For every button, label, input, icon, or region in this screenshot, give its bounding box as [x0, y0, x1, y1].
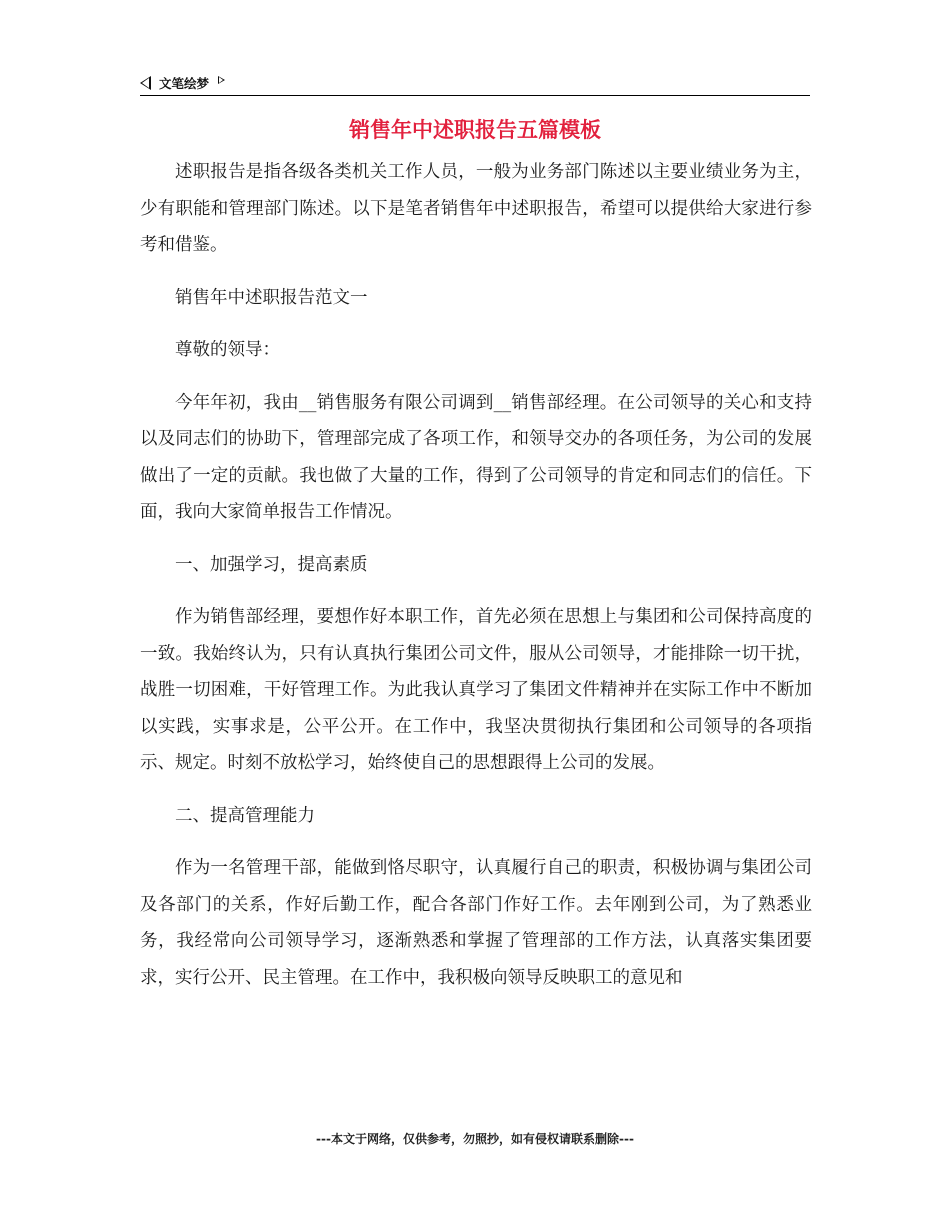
- salutation: 尊敬的领导：: [175, 340, 280, 360]
- triangle-left-icon: [140, 76, 151, 90]
- footer-disclaimer: ---本文于网络，仅供参考，勿照抄，如有侵权请联系删除---: [316, 1132, 634, 1146]
- intro-paragraph: 述职报告是指各级各类机关工作人员，一般为业务部门陈述以主要业绩业务为主，少有职能和管理部门陈述。以下是笔者销售年中述职报告，希望可以提供给大家进行参考和借鉴。: [140, 162, 812, 255]
- brand-name: 文笔绘梦: [159, 76, 210, 91]
- triangle-right-icon: [218, 76, 225, 84]
- body-paragraph: 作为一名管理干部，能做到恪尽职守，认真履行自己的职责，积极协调与集团公司及各部门的关系，作好后勤工作，配合各部门作好工作。去年刚到公司，为了熟悉业务，我经常向公司领导学习，逐渐熟悉和掌握了管理部的工作方法，认真落实集团要求，实行公开、民主管理。在工作中，我积极向领导反映职工的意见和: [140, 858, 812, 988]
- page-header: [140, 70, 810, 96]
- section-heading: 二、提高管理能力: [175, 805, 315, 826]
- brand-logo: [140, 74, 225, 92]
- document-body: [140, 154, 812, 996]
- document-title: 销售年中述职报告五篇模板: [349, 118, 601, 142]
- sample-heading: 销售年中述职报告范文一: [175, 287, 368, 308]
- body-paragraph: 今年年初，我由__销售服务有限公司调到__销售部经理。在公司领导的关心和支持以及同志们的协助下，管理部完成了各项工作，和领导交办的各项任务，为公司的发展做出了一定的贡献。我也做了大量的工作，得到了公司领导的肯定和同志们的信任。下面，我向大家简单报告工作情况。: [140, 392, 812, 522]
- section-heading: 一、加强学习，提高素质: [175, 554, 368, 575]
- body-paragraph: 作为销售部经理，要想作好本职工作，首先必须在思想上与集团和公司保持高度的一致。我始终认为，只有认真执行集团公司文件，服从公司领导，才能排除一切干扰，战胜一切困难，干好管理工作。为此我认真学习了集团文件精神并在实际工作中不断加以实践，实事求是，公平公开。在工作中，我坚决贯彻执行集团和公司领导的各项指示、规定。时刻不放松学习，始终使自己的思想跟得上公司的发展。: [140, 607, 812, 773]
